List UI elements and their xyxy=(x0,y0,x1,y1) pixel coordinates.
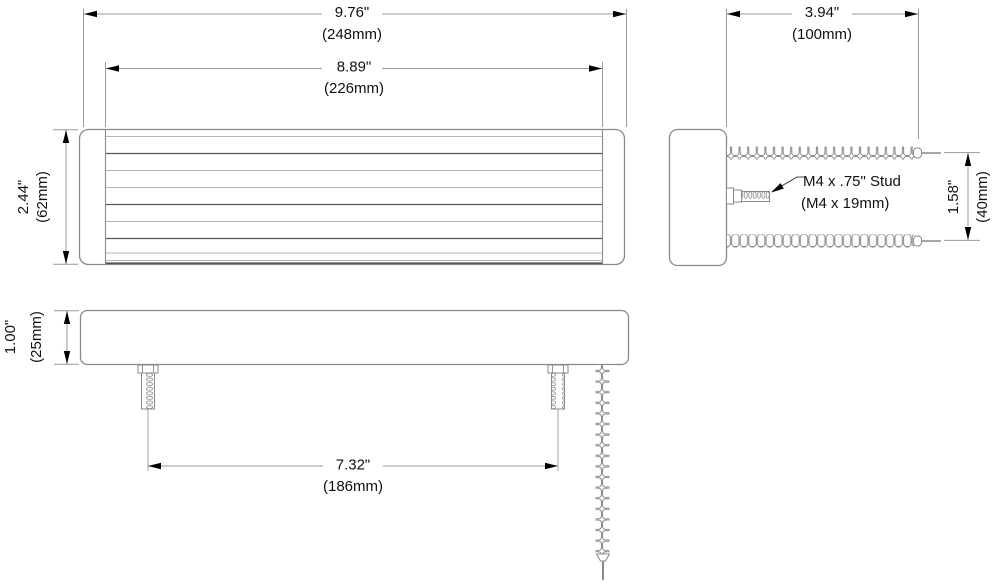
arrowhead-up xyxy=(64,311,70,324)
dim-body-height xyxy=(15,130,78,265)
arrowhead-left xyxy=(727,11,740,17)
arrowhead-up xyxy=(965,153,971,166)
arrowhead-right xyxy=(905,11,918,17)
mounting-stud-right xyxy=(548,365,568,471)
dim-side-depth xyxy=(727,3,919,139)
front-view xyxy=(80,130,625,265)
bottom-view xyxy=(81,311,629,581)
dim-value-in: 7.32" xyxy=(335,456,371,474)
dim-value-mm: (62mm) xyxy=(34,171,51,223)
dim-value-mm: (40mm) xyxy=(974,171,991,223)
dim-value-mm: (100mm) xyxy=(791,26,853,43)
arrowhead-down xyxy=(64,351,70,364)
dim-value-mm: (248mm) xyxy=(321,26,383,43)
dim-stud-spacing xyxy=(148,455,558,495)
arrowhead-left xyxy=(148,463,161,469)
dim-body-thickness xyxy=(2,311,79,365)
stud-nut xyxy=(138,365,158,373)
stud-thread xyxy=(552,373,565,409)
arrowhead-left xyxy=(106,65,119,71)
lead-braid xyxy=(727,235,914,248)
lead-braid xyxy=(727,147,914,160)
dim-value-in: 2.44" xyxy=(15,179,32,215)
arrowhead-right xyxy=(545,463,558,469)
arrowhead-left xyxy=(84,11,97,17)
dim-value-in: 1.00" xyxy=(2,319,19,355)
cable-tip xyxy=(597,554,610,561)
arrowhead-right xyxy=(589,65,602,71)
callout-line1: M4 x .75" Stud xyxy=(803,173,901,190)
callout-line2: (M4 x 19mm) xyxy=(801,195,890,212)
stud-thread xyxy=(142,373,155,409)
stud-nut xyxy=(727,188,734,204)
mounting-stud-side xyxy=(727,188,770,204)
mounting-stud-left xyxy=(138,365,158,471)
lead-tip xyxy=(914,148,922,158)
arrowhead-right xyxy=(613,11,626,17)
dim-value-mm: (25mm) xyxy=(28,311,45,363)
dim-emitter-width xyxy=(106,57,603,127)
power-cable xyxy=(596,365,610,580)
stud-thread xyxy=(742,192,770,202)
lead-top xyxy=(727,147,941,160)
bottom-body xyxy=(81,311,629,365)
lead-bottom xyxy=(727,235,941,248)
side-body xyxy=(670,130,727,266)
dim-value-mm: (186mm) xyxy=(322,478,384,495)
side-view xyxy=(670,130,942,266)
stud-nut xyxy=(548,365,568,373)
front-body xyxy=(80,130,625,265)
dim-lead-spacing xyxy=(944,153,991,241)
dim-value-mm: (226mm) xyxy=(323,80,385,97)
stud-callout xyxy=(771,173,901,212)
stud-nut xyxy=(734,190,742,202)
dim-value-in: 3.94" xyxy=(804,4,840,21)
dim-value-in: 9.76" xyxy=(334,4,370,21)
leader-arrowhead xyxy=(771,183,784,192)
dim-value-in: 1.58" xyxy=(945,179,962,215)
arrowhead-down xyxy=(63,251,69,264)
cable-braid xyxy=(596,365,610,554)
lead-tip xyxy=(914,236,922,246)
arrowhead-down xyxy=(965,227,971,240)
arrowhead-up xyxy=(63,130,69,143)
dim-value-in: 8.89" xyxy=(336,58,372,76)
